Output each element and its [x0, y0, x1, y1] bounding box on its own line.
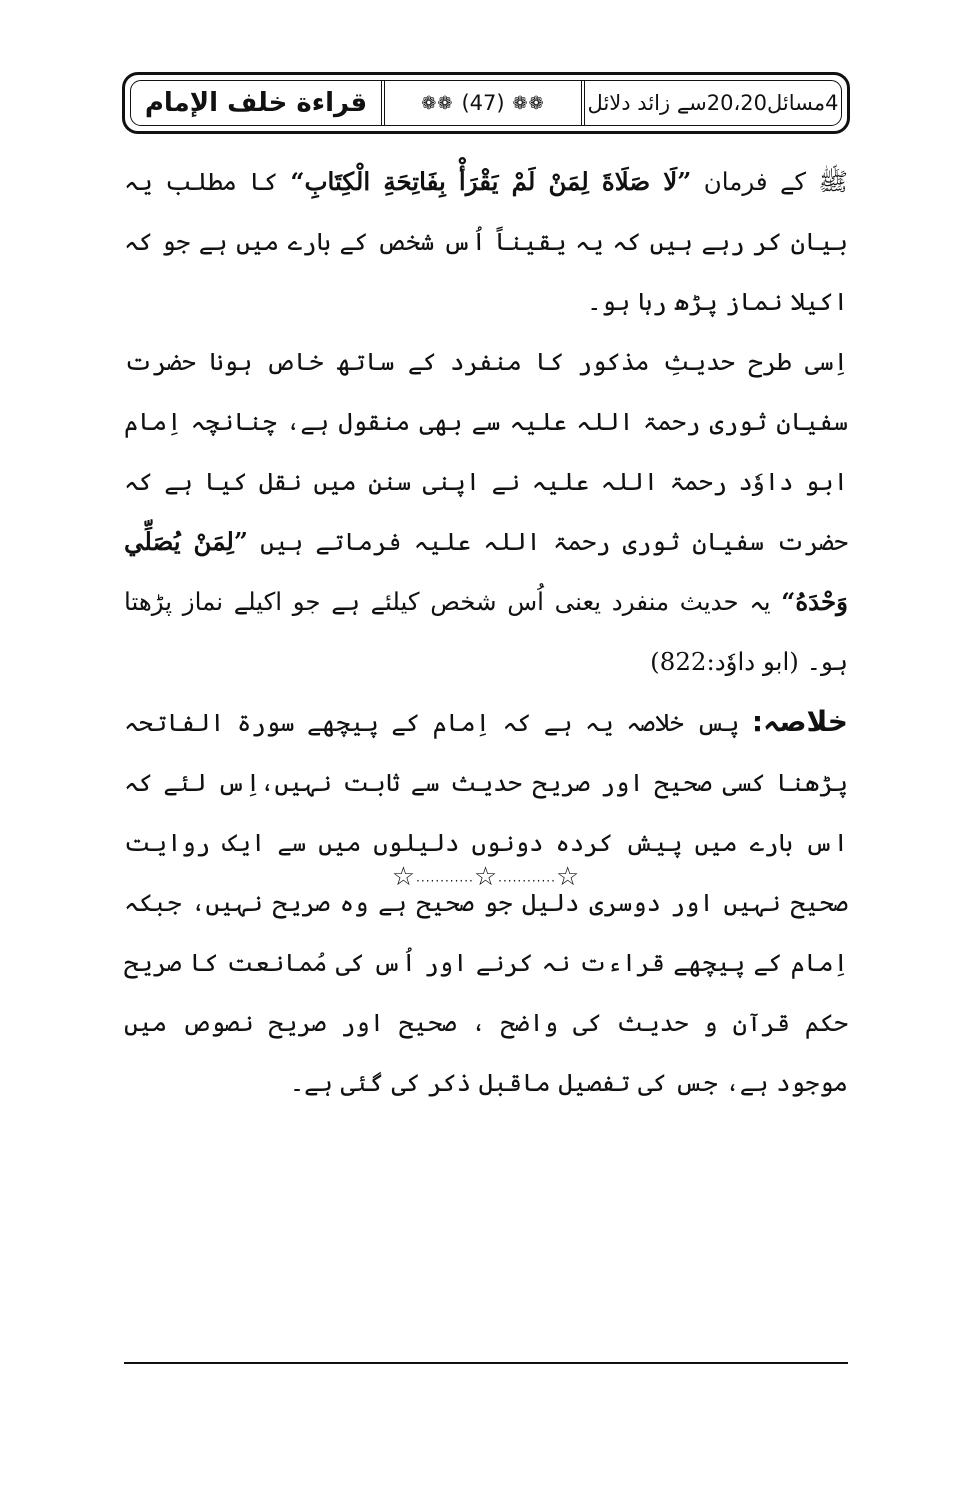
star-icon: ☆ [473, 862, 499, 892]
ornament-right: ❁❁ [512, 92, 545, 114]
page-number: (47) [461, 91, 505, 115]
chapter-title-text: 4مسائل20،20سے زائد دلائل [587, 91, 839, 115]
summary-paragraph [124, 692, 848, 1113]
book-title [131, 81, 381, 125]
page-body [124, 152, 848, 1113]
section-divider [300, 862, 672, 892]
star-icon: ☆ [391, 862, 417, 892]
star-icon: ☆ [555, 862, 581, 892]
page-header [122, 72, 850, 134]
page-number-cell [381, 81, 581, 125]
footer-rule [124, 1362, 848, 1364]
paragraph-1 [124, 152, 848, 332]
divider-dots: ............ [416, 870, 474, 885]
paragraph-2-lead: اِسی طرح حدیثِ مذکور کا منفرد کے ساتھ خاص ہونا حضرت سفیان ثوری رحمۃ اللہ علیہ سے بھی منقول ہے، چنانچہ اِمام ابو داوٗد رحمۃ اللہ علیہ نے اپنی سنن میں نقل کیا ہے کہ حضرت سفیان ثوری رحمۃ اللہ علیہ فرماتے ہیں [124, 347, 848, 556]
paragraph-1-rest: کا مطلب یہ بیان کر رہے ہیں کہ یہ یقیناً اُس شخص کے بارے میں ہے جو کہ اکیلا نماز پڑھ رہا ہو۔ [124, 167, 848, 316]
summary-label: خلاصہ: [751, 705, 848, 738]
summary-text: پس خلاصہ یہ ہے کہ اِمام کے پیچھے سورۃ الفاتحہ پڑھنا کسی صحیح اور صریح حدیث سے ثابت نہیں،اِس لئے کہ اس بارے میں پیش کردہ دونوں دلیلوں میں سے ایک روایت صحیح نہیں اور دوسری دلیل جو صحیح ہے وہ صریح نہیں، جبکہ اِمام کے پیچھے قراءت نہ کرنے اور اُس کی مُمانعت کا صریح حکم قرآن و حدیث کی واضح ، صحیح اور صریح نصوص میں موجود ہے، جس کی تفصیل ماقبل ذکر کی گئی ہے۔ [124, 708, 848, 1097]
book-title-text: قراءة خلف الإمام [144, 88, 368, 118]
paragraph-2 [124, 332, 848, 692]
divider-dots: ............ [498, 870, 556, 885]
chapter-title [581, 81, 841, 125]
paragraph-2-rest: یہ حدیث منفرد یعنی اُس شخص کیلئے ہے جو اکیلے نماز پڑھتا ہو۔ (ابو داوٗد:822) [124, 587, 848, 676]
paragraph-1-lead: ﷺ کے فرمان [703, 167, 848, 196]
ornament-left: ❁❁ [421, 92, 454, 114]
hadith-quote-2: ”لِمَنْ يُصَلِّي وَحْدَهُ“ [124, 527, 848, 616]
page-header-inner [130, 80, 842, 126]
hadith-quote-1: ”لَا صَلَاةَ لِمَنْ لَمْ يَقْرَأْ بِفَاتِحَةِ الْكِتَابِ“ [290, 167, 692, 196]
